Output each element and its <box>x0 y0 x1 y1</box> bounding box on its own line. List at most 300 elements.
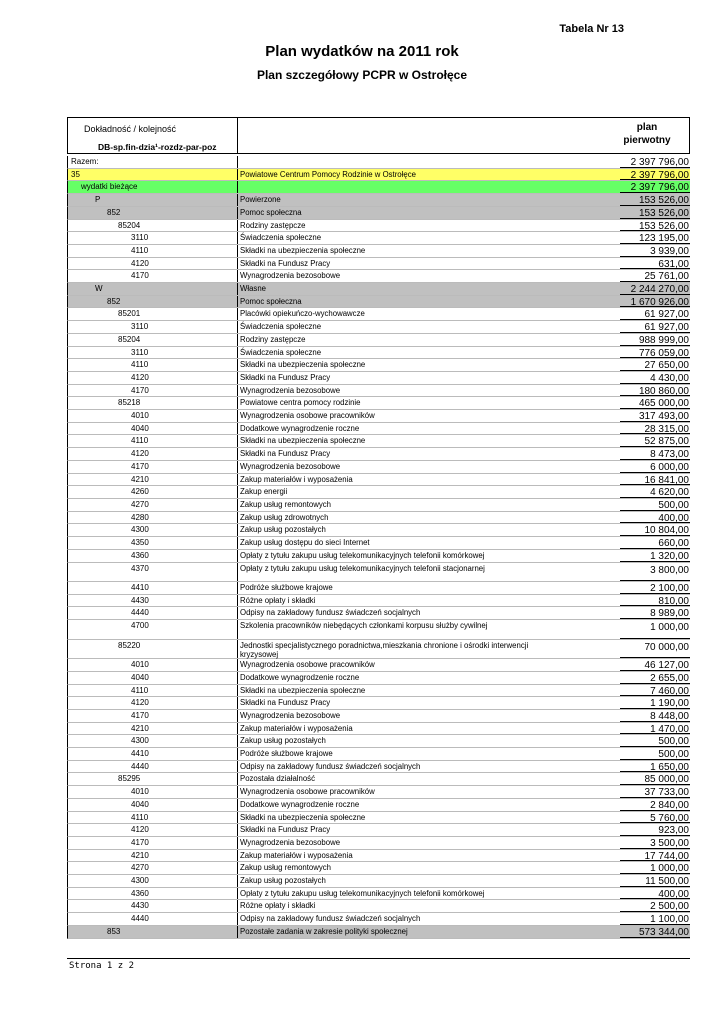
table-row <box>67 169 690 182</box>
row-value: 4 430,00 <box>650 372 689 384</box>
row-code: 4270 <box>68 862 238 874</box>
row-code: 4120 <box>68 448 238 460</box>
row-code: 4170 <box>68 710 238 722</box>
row-description: Wynagrodzenia bezosobowe <box>240 461 341 471</box>
value-underline <box>620 898 690 899</box>
table-row <box>67 372 690 385</box>
value-underline <box>620 593 690 594</box>
budget-table <box>67 156 690 939</box>
row-code: 85204 <box>68 334 238 346</box>
table-row <box>67 423 690 436</box>
value-underline <box>620 822 690 823</box>
row-description: Składki na Fundusz Pracy <box>240 825 331 835</box>
value-underline <box>620 256 690 257</box>
value-underline <box>620 192 690 193</box>
table-row <box>67 410 690 423</box>
row-value: 573 344,00 <box>638 926 689 938</box>
table-row <box>67 888 690 901</box>
table-header <box>67 117 690 154</box>
table-row <box>67 900 690 913</box>
table-row <box>67 220 690 233</box>
value-underline <box>620 459 690 460</box>
row-value: 17 744,00 <box>644 850 689 862</box>
value-underline <box>620 395 690 396</box>
row-description: Opłaty z tytułu zakupu usług telekomunikacyjnych telefonii komórkowej <box>240 550 485 560</box>
value-underline <box>620 721 690 722</box>
row-code: 4170 <box>68 461 238 473</box>
value-underline <box>620 848 690 849</box>
row-value: 52 875,00 <box>644 436 689 448</box>
value-underline <box>620 708 690 709</box>
row-code: 85201 <box>68 308 238 320</box>
row-code: 3110 <box>68 232 238 244</box>
value-underline <box>620 433 690 434</box>
row-description: Wynagrodzenia osobowe pracowników <box>240 787 375 797</box>
value-underline <box>620 605 690 606</box>
row-value: 10 804,00 <box>644 525 689 537</box>
row-value: 1 000,00 <box>650 863 689 875</box>
row-description: Powierzone <box>240 195 281 205</box>
row-code: 4300 <box>68 875 238 887</box>
table-row <box>67 435 690 448</box>
table-row <box>67 207 690 220</box>
value-underline <box>620 937 690 938</box>
table-row <box>67 270 690 283</box>
row-code: 4010 <box>68 659 238 671</box>
value-underline <box>620 924 690 925</box>
table-row <box>67 672 690 685</box>
row-value: 11 500,00 <box>645 876 689 888</box>
footer-divider <box>67 958 690 959</box>
table-row <box>67 321 690 334</box>
row-value: 28 315,00 <box>644 423 689 435</box>
row-description <box>240 156 540 157</box>
value-underline <box>620 580 690 581</box>
table-row <box>67 875 690 888</box>
row-code: 853 <box>68 926 238 938</box>
value-underline <box>620 522 690 523</box>
table-row <box>67 461 690 474</box>
row-description: Zakup usług pozostałych <box>240 736 326 746</box>
table-row <box>67 685 690 698</box>
value-underline <box>620 446 690 447</box>
row-value: 988 999,00 <box>638 334 689 346</box>
table-row <box>67 359 690 372</box>
row-value: 500,00 <box>658 749 689 761</box>
row-value: 465 000,00 <box>638 398 689 410</box>
table-row <box>67 181 690 194</box>
row-code: 4210 <box>68 474 238 486</box>
row-description: Dodatkowe wynagrodzenie roczne <box>240 799 360 809</box>
row-value: 1 470,00 <box>650 723 689 735</box>
row-description: Różne opłaty i składki <box>240 595 316 605</box>
row-value: 85 000,00 <box>644 774 689 786</box>
row-description: Zakup usług dostępu do sieci Internet <box>240 538 370 548</box>
row-value: 61 927,00 <box>644 309 689 321</box>
row-description: Składki na ubezpieczenia społeczne <box>240 245 366 255</box>
value-underline <box>620 784 690 785</box>
row-description: Pomoc społeczna <box>240 207 302 217</box>
row-description: Rodziny zastępcze <box>240 334 306 344</box>
value-underline <box>620 797 690 798</box>
table-row <box>67 448 690 461</box>
row-value: 46 127,00 <box>644 660 689 672</box>
table-row <box>67 862 690 875</box>
value-underline <box>620 886 690 887</box>
row-value: 2 397 796,00 <box>630 169 689 181</box>
row-code: 4260 <box>68 486 238 498</box>
value-underline <box>620 205 690 206</box>
value-underline <box>620 771 690 772</box>
value-underline <box>620 497 690 498</box>
value-underline <box>620 357 690 358</box>
row-description: Zakup usług remontowych <box>240 499 332 509</box>
table-row <box>67 512 690 525</box>
row-code: 35 <box>68 169 238 181</box>
row-value: 810,00 <box>658 595 689 607</box>
table-row <box>67 550 690 563</box>
table-row <box>67 499 690 512</box>
row-description: Składki na ubezpieczenia społeczne <box>240 685 366 695</box>
value-underline <box>620 638 690 639</box>
value-underline <box>620 548 690 549</box>
row-description: Składki na ubezpieczenia społeczne <box>240 360 366 370</box>
value-underline <box>620 421 690 422</box>
header-plan-label: plan pierwotny <box>623 122 671 146</box>
row-description: Podróże służbowe krajowe <box>240 583 333 592</box>
row-code: 4120 <box>68 697 238 709</box>
row-description: Świadczenia społeczne <box>240 322 322 332</box>
row-code: 85295 <box>68 773 238 785</box>
row-code: wydatki bieżące <box>68 181 238 193</box>
table-row <box>67 735 690 748</box>
row-code: 4120 <box>68 258 238 270</box>
row-value: 923,00 <box>658 825 689 837</box>
row-description: Odpisy na zakładowy fundusz świadczeń socjalnych <box>240 914 421 924</box>
row-code: 4010 <box>68 410 238 422</box>
row-value: 2 655,00 <box>650 672 689 684</box>
value-underline <box>620 179 690 180</box>
row-code: 85204 <box>68 220 238 232</box>
row-description: Rodziny zastępcze <box>240 220 306 230</box>
table-row <box>67 563 690 583</box>
row-code: 4360 <box>68 888 238 900</box>
row-value: 2 840,00 <box>650 799 689 811</box>
header-classification-label: DB-sp.fin-dzia¹-rozdz-par-poz <box>98 142 217 152</box>
row-value: 660,00 <box>658 538 689 550</box>
table-row <box>67 773 690 786</box>
row-code: 4440 <box>68 913 238 925</box>
row-value: 7 460,00 <box>650 685 689 697</box>
value-underline <box>620 243 690 244</box>
row-code: 852 <box>68 296 238 308</box>
table-row <box>67 620 690 640</box>
row-code: 4280 <box>68 512 238 524</box>
row-description: Powiatowe Centrum Pomocy Rodzinie w Ostrołęce <box>240 169 416 179</box>
value-underline <box>620 759 690 760</box>
value-underline <box>620 268 690 269</box>
row-value: 1 190,00 <box>650 698 689 710</box>
value-underline <box>620 408 690 409</box>
row-description: Odpisy na zakładowy fundusz świadczeń socjalnych <box>240 608 421 618</box>
table-row <box>67 524 690 537</box>
table-row <box>67 748 690 761</box>
row-value: 400,00 <box>658 888 689 900</box>
table-number: Tabela Nr 13 <box>559 23 624 35</box>
row-description: Składki na ubezpieczenia społeczne <box>240 812 366 822</box>
table-row <box>67 837 690 850</box>
row-description: Zakup usług zdrowotnych <box>240 512 329 522</box>
value-underline <box>620 561 690 562</box>
table-row <box>67 913 690 926</box>
row-description: Wynagrodzenia bezosobowe <box>240 710 341 720</box>
table-row <box>67 258 690 271</box>
row-description: Składki na Fundusz Pracy <box>240 258 331 268</box>
value-underline <box>620 167 690 168</box>
table-row <box>67 723 690 736</box>
row-value: 3 939,00 <box>650 245 689 257</box>
row-value: 500,00 <box>658 736 689 748</box>
row-description: Opłaty z tytułu zakupu usług telekomunikacyjnych telefonii stacjonarnej <box>240 563 485 573</box>
row-description: Wynagrodzenia osobowe pracowników <box>240 411 375 421</box>
table-row <box>67 824 690 837</box>
row-description: Powiatowe centra pomocy rodzinie <box>240 398 361 408</box>
row-value: 61 927,00 <box>644 322 689 334</box>
table-row <box>67 659 690 672</box>
table-row <box>67 850 690 863</box>
row-code: W <box>68 283 238 295</box>
row-description: Zakup materiałów i wyposażenia <box>240 850 353 860</box>
table-row <box>67 926 690 939</box>
row-value: 2 244 270,00 <box>630 284 689 296</box>
row-value: 2 500,00 <box>650 901 689 913</box>
row-description: Pozostałe zadania w zakresie polityki społecznej <box>240 926 408 936</box>
row-value: 3 800,00 <box>650 564 689 576</box>
page-subtitle: Plan szczegółowy PCPR w Ostrołęce <box>256 68 468 82</box>
table-row <box>67 232 690 245</box>
row-code: 4120 <box>68 824 238 836</box>
row-description: Szkolenia pracowników niebędących członkami korpusu służby cywilnej <box>240 621 488 631</box>
row-value: 2 100,00 <box>650 583 689 594</box>
row-code: 85218 <box>68 397 238 409</box>
value-underline <box>620 835 690 836</box>
row-description: Opłaty z tytułu zakupu usług telekomunikacyjnych telefonii komórkowej <box>240 888 485 898</box>
value-underline <box>620 294 690 295</box>
row-description: Świadczenia społeczne <box>240 233 322 243</box>
row-code: 4440 <box>68 761 238 773</box>
row-value: 2 397 796,00 <box>630 182 689 194</box>
value-underline <box>620 230 690 231</box>
row-value: 1 650,00 <box>650 761 689 773</box>
table-row <box>67 334 690 347</box>
row-code: 4110 <box>68 685 238 697</box>
table-row <box>67 156 690 169</box>
row-code: 4430 <box>68 900 238 912</box>
value-underline <box>620 306 690 307</box>
row-description: Jednostki specjalistycznego poradnictwa,mieszkania chronione i ośrodki interwencji kryzysowej <box>240 640 529 660</box>
row-code: 4370 <box>68 563 238 582</box>
row-description: Dodatkowe wynagrodzenie roczne <box>240 423 360 433</box>
row-value: 123 195,00 <box>638 233 689 245</box>
row-code: 4210 <box>68 850 238 862</box>
row-code: 4040 <box>68 423 238 435</box>
row-code: 4170 <box>68 385 238 397</box>
table-row <box>67 640 690 660</box>
row-value: 317 493,00 <box>638 411 689 423</box>
row-description: Zakup materiałów i wyposażenia <box>240 474 353 484</box>
value-underline <box>620 370 690 371</box>
value-underline <box>620 332 690 333</box>
value-underline <box>620 218 690 219</box>
row-code: 4120 <box>68 372 238 384</box>
value-underline <box>620 281 690 282</box>
row-code: 4700 <box>68 620 238 639</box>
table-row <box>67 595 690 608</box>
row-description <box>240 181 540 182</box>
value-underline <box>620 683 690 684</box>
row-value: 5 760,00 <box>650 812 689 824</box>
row-value: 1 320,00 <box>650 550 689 562</box>
value-underline <box>620 472 690 473</box>
table-row <box>67 486 690 499</box>
value-underline <box>620 873 690 874</box>
table-row <box>67 786 690 799</box>
table-row <box>67 537 690 550</box>
row-value: 1 670 926,00 <box>630 296 689 308</box>
row-value: 3 500,00 <box>650 837 689 849</box>
value-underline <box>620 733 690 734</box>
value-underline <box>620 810 690 811</box>
table-row <box>67 761 690 774</box>
row-value: 631,00 <box>658 258 689 270</box>
row-value: 500,00 <box>658 499 689 511</box>
header-col-code <box>68 118 238 153</box>
row-code: 4270 <box>68 499 238 511</box>
row-description: Wynagrodzenia bezosobowe <box>240 271 341 281</box>
row-description: Zakup materiałów i wyposażenia <box>240 723 353 733</box>
row-description: Placówki opiekuńczo-wychowawcze <box>240 309 365 319</box>
row-value: 153 526,00 <box>638 207 689 219</box>
table-row <box>67 582 690 595</box>
row-description: Własne <box>240 284 266 294</box>
row-code: 4010 <box>68 786 238 798</box>
row-description: Składki na Fundusz Pracy <box>240 372 331 382</box>
page-number: Strona 1 z 2 <box>69 961 135 971</box>
row-code: Razem: <box>68 156 238 168</box>
page-title: Plan wydatków na 2011 rok <box>265 43 459 60</box>
table-row <box>67 283 690 296</box>
row-code: 4170 <box>68 270 238 282</box>
row-code: 4410 <box>68 748 238 760</box>
row-description: Składki na Fundusz Pracy <box>240 449 331 459</box>
row-description: Zakup usług remontowych <box>240 863 332 873</box>
row-value: 8 448,00 <box>650 710 689 722</box>
row-code: 4110 <box>68 359 238 371</box>
table-row <box>67 347 690 360</box>
row-code: 4210 <box>68 723 238 735</box>
table-row <box>67 697 690 710</box>
table-row <box>67 812 690 825</box>
row-value: 4 620,00 <box>650 487 689 499</box>
value-underline <box>620 319 690 320</box>
row-description: Wynagrodzenia bezosobowe <box>240 837 341 847</box>
row-value: 180 860,00 <box>638 385 689 397</box>
table-row <box>67 385 690 398</box>
table-row <box>67 245 690 258</box>
row-code: 4110 <box>68 812 238 824</box>
table-row <box>67 397 690 410</box>
row-description: Pozostała działalność <box>240 774 315 784</box>
value-underline <box>620 657 690 658</box>
row-description: Dodatkowe wynagrodzenie roczne <box>240 672 360 682</box>
row-value: 8 473,00 <box>650 449 689 461</box>
value-underline <box>620 484 690 485</box>
row-code: P <box>68 194 238 206</box>
row-value: 27 650,00 <box>644 360 689 372</box>
value-underline <box>620 860 690 861</box>
row-code: 4300 <box>68 524 238 536</box>
row-value: 2 397 796,00 <box>630 157 689 168</box>
row-value: 6 000,00 <box>650 461 689 473</box>
row-value: 400,00 <box>658 512 689 524</box>
row-description: Zakup usług pozostałych <box>240 525 326 535</box>
row-value: 37 733,00 <box>644 787 689 799</box>
row-code: 4300 <box>68 735 238 747</box>
row-value: 16 841,00 <box>644 474 689 486</box>
row-code: 4350 <box>68 537 238 549</box>
row-code: 4040 <box>68 672 238 684</box>
row-value: 1 100,00 <box>650 914 689 926</box>
row-code: 4360 <box>68 550 238 562</box>
row-code: 4110 <box>68 245 238 257</box>
table-row <box>67 474 690 487</box>
row-value: 8 989,00 <box>650 608 689 620</box>
header-order-label: Dokładność / kolejność <box>84 124 177 134</box>
table-row <box>67 710 690 723</box>
row-code: 4110 <box>68 435 238 447</box>
row-value: 70 000,00 <box>644 641 689 653</box>
row-code: 4430 <box>68 595 238 607</box>
row-description: Składki na ubezpieczenia społeczne <box>240 436 366 446</box>
row-description: Zakup energii <box>240 487 288 497</box>
value-underline <box>620 670 690 671</box>
table-row <box>67 607 690 620</box>
row-description: Odpisy na zakładowy fundusz świadczeń socjalnych <box>240 761 421 771</box>
row-code: 4410 <box>68 582 238 594</box>
row-description: Różne opłaty i składki <box>240 901 316 911</box>
row-value: 1 000,00 <box>650 622 689 634</box>
row-value: 25 761,00 <box>644 271 689 283</box>
row-code: 3110 <box>68 347 238 359</box>
row-code: 852 <box>68 207 238 219</box>
row-value: 776 059,00 <box>638 347 689 359</box>
row-description: Wynagrodzenia bezosobowe <box>240 385 341 395</box>
value-underline <box>620 535 690 536</box>
table-row <box>67 296 690 309</box>
value-underline <box>620 695 690 696</box>
row-description: Świadczenia społeczne <box>240 347 322 357</box>
row-description: Podróże służbowe krajowe <box>240 749 333 759</box>
row-value: 153 526,00 <box>638 195 689 207</box>
value-underline <box>620 510 690 511</box>
row-description: Wynagrodzenia osobowe pracowników <box>240 660 375 670</box>
table-row <box>67 194 690 207</box>
value-underline <box>620 618 690 619</box>
row-description: Zakup usług pozostałych <box>240 876 326 886</box>
row-code: 4040 <box>68 799 238 811</box>
row-code: 4170 <box>68 837 238 849</box>
table-row <box>67 799 690 812</box>
